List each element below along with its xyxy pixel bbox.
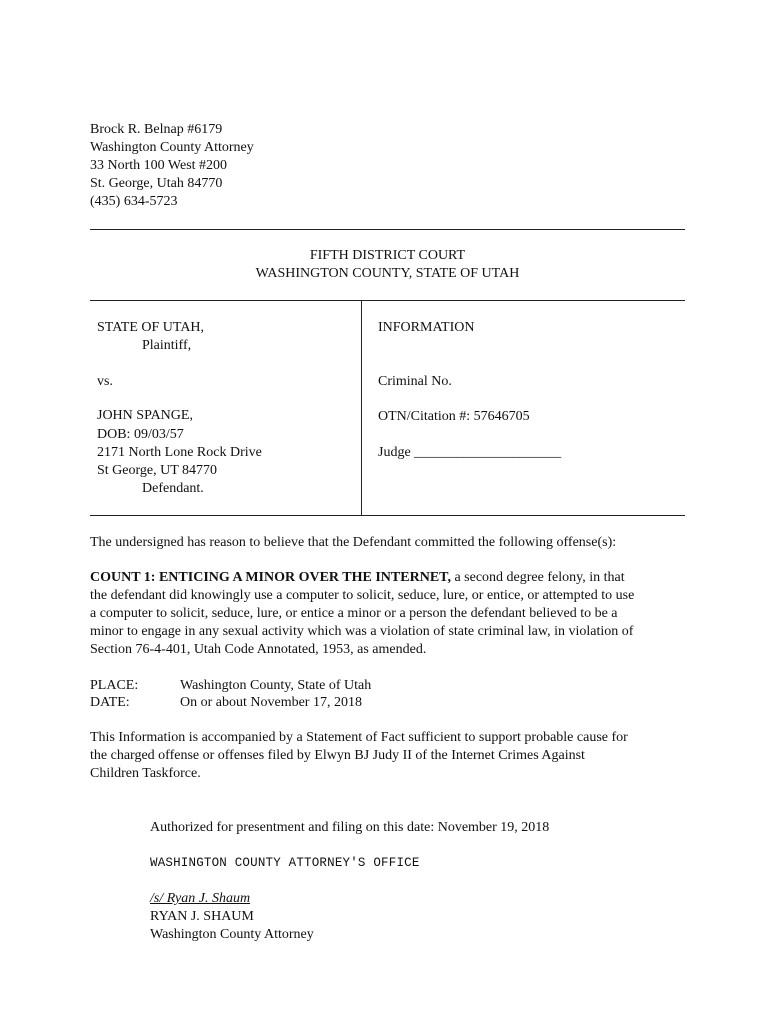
count-1-text-line: the defendant did knowingly use a computer to solicit, seduce, lure, or entice, or attempted to use: [90, 588, 635, 603]
defendant-address-line-1: 2171 North Lone Rock Drive: [97, 445, 262, 460]
signer-name: RYAN J. SHAUM: [150, 909, 254, 924]
authorization-statement: Authorized for presentment and filing on this date: November 19, 2018: [150, 820, 550, 835]
intro-statement: The undersigned has reason to believe that the Defendant committed the following offense(s):: [90, 535, 617, 550]
attorney-office-name: WASHINGTON COUNTY ATTORNEY'S OFFICE: [150, 856, 420, 870]
document-type: INFORMATION: [378, 320, 475, 335]
count-1-first-line: [90, 569, 625, 587]
caption-top-divider: [90, 300, 685, 301]
attorney-phone: (435) 634-5723: [90, 194, 178, 209]
statement-line: the charged offense or offenses filed by Elwyn BJ Judy II of the Internet Crimes Against: [90, 748, 585, 763]
attorney-address-line-2: St. George, Utah 84770: [90, 176, 223, 191]
attorney-name: Brock R. Belnap #6179: [90, 122, 223, 137]
court-name: FIFTH DISTRICT COURT: [309, 248, 466, 263]
statement-line: This Information is accompanied by a Statement of Fact sufficient to support probable cause for: [90, 730, 628, 745]
judge-line: Judge _____________________: [378, 445, 562, 460]
otn-citation-number: OTN/Citation #: 57646705: [378, 409, 530, 424]
count-1-text-line: a computer to solicit, seduce, lure, or entice a minor or a person the defendant believed to be a: [90, 606, 618, 621]
date-value: On or about November 17, 2018: [180, 695, 362, 710]
attorney-address-line-1: 33 North 100 West #200: [90, 158, 228, 173]
place-label: PLACE:: [90, 678, 139, 693]
count-1-text-line: a second degree felony, in that: [450, 570, 625, 585]
count-1-text-line: minor to engage in any sexual activity which was a violation of state criminal law, in violation of: [90, 624, 634, 639]
court-location: WASHINGTON COUNTY, STATE OF UTAH: [255, 266, 520, 281]
criminal-number: Criminal No.: [378, 374, 452, 389]
defendant-dob: DOB: 09/03/57: [97, 427, 184, 442]
electronic-signature: /s/ Ryan J. Shaum: [150, 891, 251, 906]
versus-label: vs.: [97, 374, 113, 389]
plaintiff-name: STATE OF UTAH,: [97, 320, 205, 335]
defendant-name: JOHN SPANGE,: [97, 408, 193, 423]
place-value: Washington County, State of Utah: [180, 678, 372, 693]
plaintiff-role: Plaintiff,: [142, 338, 192, 353]
caption-bottom-divider: [90, 515, 685, 516]
header-divider: [90, 229, 685, 230]
defendant-address-line-2: St George, UT 84770: [97, 463, 218, 478]
defendant-role: Defendant.: [142, 481, 204, 496]
count-1-heading: COUNT 1: ENTICING A MINOR OVER THE INTERNET,: [90, 570, 451, 585]
signer-title: Washington County Attorney: [150, 927, 314, 942]
statement-line: Children Taskforce.: [90, 766, 201, 781]
attorney-title: Washington County Attorney: [90, 140, 254, 155]
date-label: DATE:: [90, 695, 130, 710]
caption-vertical-divider: [361, 300, 362, 515]
count-1-text-line: Section 76-4-401, Utah Code Annotated, 1953, as amended.: [90, 642, 427, 657]
